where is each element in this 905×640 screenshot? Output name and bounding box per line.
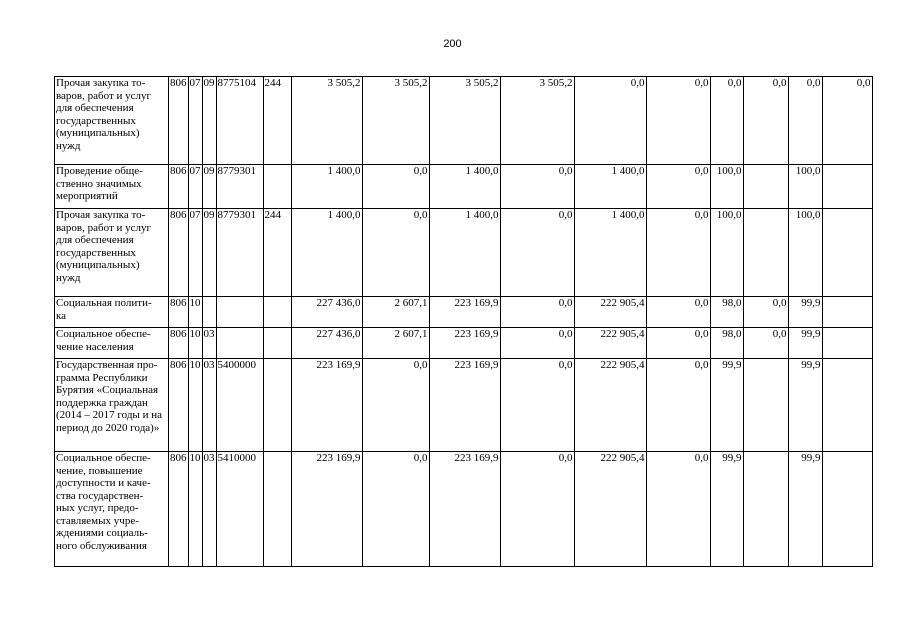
- row-name-line: государственных: [56, 114, 136, 127]
- row-name-line: Прочая закупка то-: [56, 77, 146, 89]
- subsection-code: 09: [202, 209, 216, 297]
- row-name-line: для обеспечения: [56, 102, 134, 114]
- row-name-line: поддержка граждан: [56, 396, 148, 409]
- table-row: [55, 297, 873, 328]
- value-cell: 0,0: [362, 165, 429, 209]
- row-name: [55, 165, 169, 209]
- subsection-code: 09: [202, 165, 216, 209]
- row-name-line: ждениями социаль-: [56, 527, 148, 539]
- value-cell: [743, 165, 788, 209]
- row-name-line: чение, повышение: [56, 464, 143, 477]
- row-name-line: (муниципальных): [56, 127, 140, 139]
- target-code: 8779301: [216, 165, 263, 209]
- row-name-line: Проведение обще-: [56, 165, 143, 177]
- value-cell: 0,0: [574, 77, 646, 165]
- value-cell: 99,9: [788, 452, 822, 567]
- target-code: 5410000: [216, 452, 263, 567]
- value-cell: 3 505,2: [429, 77, 500, 165]
- row-name: [55, 77, 169, 165]
- expense-type-code: [263, 297, 291, 328]
- value-cell: 99,9: [710, 359, 743, 452]
- value-cell: 223 169,9: [429, 359, 500, 452]
- value-cell: 100,0: [710, 209, 743, 297]
- row-name-line: для обеспечения: [56, 234, 134, 246]
- value-cell: 223 169,9: [429, 297, 500, 328]
- value-cell: 0,0: [500, 452, 574, 567]
- value-cell: 0,0: [646, 359, 710, 452]
- value-cell: 3 505,2: [500, 77, 574, 165]
- value-cell: 99,9: [710, 452, 743, 567]
- value-cell: 227 436,0: [291, 297, 362, 328]
- subsection-code: 03: [202, 452, 216, 567]
- row-name: [55, 359, 169, 452]
- section-code: 10: [188, 328, 202, 359]
- value-cell: [822, 452, 872, 567]
- value-cell: 0,0: [646, 328, 710, 359]
- value-cell: 100,0: [788, 165, 822, 209]
- row-name-line: Социальная полити-: [56, 297, 152, 309]
- value-cell: 223 169,9: [429, 328, 500, 359]
- row-name-line: Социальное обеспе-: [56, 452, 151, 464]
- value-cell: 0,0: [362, 452, 429, 567]
- row-name: [55, 452, 169, 567]
- row-name-line: варов, работ и услуг: [56, 89, 152, 102]
- value-cell: 98,0: [710, 328, 743, 359]
- row-name-line: Государственная про-: [56, 359, 158, 371]
- row-name-line: ства государствен-: [56, 489, 144, 502]
- table-row: [55, 77, 873, 165]
- value-cell: 0,0: [646, 209, 710, 297]
- ministry-code: 806: [169, 165, 189, 209]
- ministry-code: 806: [169, 77, 189, 165]
- value-cell: [822, 359, 872, 452]
- value-cell: [822, 165, 872, 209]
- row-name-line: грамма Республики: [56, 371, 148, 384]
- value-cell: 98,0: [710, 297, 743, 328]
- value-cell: [822, 209, 872, 297]
- row-name-line: государственных: [56, 246, 136, 259]
- value-cell: 1 400,0: [574, 165, 646, 209]
- value-cell: 222 905,4: [574, 297, 646, 328]
- row-name-line: ственно значимых: [56, 177, 142, 190]
- value-cell: [743, 452, 788, 567]
- value-cell: 0,0: [500, 165, 574, 209]
- value-cell: 1 400,0: [291, 165, 362, 209]
- ministry-code: 806: [169, 209, 189, 297]
- value-cell: 100,0: [788, 209, 822, 297]
- subsection-code: 03: [202, 328, 216, 359]
- value-cell: 0,0: [500, 209, 574, 297]
- value-cell: 99,9: [788, 297, 822, 328]
- value-cell: 3 505,2: [291, 77, 362, 165]
- expense-type-code: 244: [263, 77, 291, 165]
- value-cell: 2 607,1: [362, 328, 429, 359]
- value-cell: 222 905,4: [574, 328, 646, 359]
- row-name-line: ного обслуживания: [56, 539, 147, 552]
- row-name-line: нужд: [56, 271, 81, 284]
- row-name-line: ка: [56, 309, 67, 322]
- value-cell: 227 436,0: [291, 328, 362, 359]
- value-cell: 0,0: [646, 165, 710, 209]
- row-name-line: мероприятий: [56, 190, 118, 202]
- table-row: [55, 165, 873, 209]
- subsection-code: [202, 297, 216, 328]
- row-name: [55, 297, 169, 328]
- value-cell: 0,0: [646, 77, 710, 165]
- row-name-line: чение населения: [56, 340, 134, 353]
- table-row: [55, 209, 873, 297]
- row-name-line: Социальное обеспе-: [56, 328, 151, 340]
- value-cell: 0,0: [500, 297, 574, 328]
- value-cell: 0,0: [362, 359, 429, 452]
- row-name-line: (2014 – 2017 годы и на: [56, 409, 162, 421]
- value-cell: 100,0: [710, 165, 743, 209]
- value-cell: 2 607,1: [362, 297, 429, 328]
- value-cell: [743, 209, 788, 297]
- value-cell: [822, 297, 872, 328]
- target-code: 8779301: [216, 209, 263, 297]
- row-name: [55, 328, 169, 359]
- ministry-code: 806: [169, 297, 189, 328]
- table-body: [55, 77, 873, 567]
- value-cell: 0,0: [500, 359, 574, 452]
- row-name-line: Бурятия «Социальная: [56, 384, 159, 396]
- table-row: [55, 452, 873, 567]
- value-cell: 0,0: [646, 452, 710, 567]
- value-cell: 0,0: [710, 77, 743, 165]
- value-cell: 1 400,0: [429, 209, 500, 297]
- value-cell: 0,0: [743, 77, 788, 165]
- target-code: [216, 297, 263, 328]
- row-name: [55, 209, 169, 297]
- value-cell: 0,0: [788, 77, 822, 165]
- expense-type-code: 244: [263, 209, 291, 297]
- value-cell: 99,9: [788, 359, 822, 452]
- expense-type-code: [263, 328, 291, 359]
- value-cell: 0,0: [743, 297, 788, 328]
- value-cell: 223 169,9: [291, 359, 362, 452]
- target-code: [216, 328, 263, 359]
- ministry-code: 806: [169, 328, 189, 359]
- section-code: 07: [188, 77, 202, 165]
- subsection-code: 03: [202, 359, 216, 452]
- row-name-line: ных услуг, предо-: [56, 502, 139, 514]
- section-code: 10: [188, 452, 202, 567]
- value-cell: 0,0: [362, 209, 429, 297]
- value-cell: 3 505,2: [362, 77, 429, 165]
- value-cell: 0,0: [743, 328, 788, 359]
- section-code: 10: [188, 297, 202, 328]
- row-name-line: ставляемых учре-: [56, 514, 139, 527]
- value-cell: 222 905,4: [574, 359, 646, 452]
- target-code: 8775104: [216, 77, 263, 165]
- budget-table: [54, 76, 873, 567]
- value-cell: 1 400,0: [574, 209, 646, 297]
- value-cell: 223 169,9: [291, 452, 362, 567]
- row-name-line: период до 2020 года)»: [56, 421, 160, 434]
- table-row: [55, 328, 873, 359]
- value-cell: 223 169,9: [429, 452, 500, 567]
- ministry-code: 806: [169, 452, 189, 567]
- section-code: 07: [188, 165, 202, 209]
- page-number: 200: [443, 38, 462, 50]
- table-row: [55, 359, 873, 452]
- row-name-line: нужд: [56, 139, 81, 152]
- value-cell: 1 400,0: [429, 165, 500, 209]
- ministry-code: 806: [169, 359, 189, 452]
- value-cell: [822, 328, 872, 359]
- value-cell: 222 905,4: [574, 452, 646, 567]
- expense-type-code: [263, 165, 291, 209]
- row-name-line: доступности и каче-: [56, 477, 151, 489]
- row-name-line: Прочая закупка то-: [56, 209, 146, 221]
- section-code: 07: [188, 209, 202, 297]
- value-cell: 99,9: [788, 328, 822, 359]
- value-cell: 1 400,0: [291, 209, 362, 297]
- value-cell: 0,0: [500, 328, 574, 359]
- value-cell: 0,0: [822, 77, 872, 165]
- subsection-code: 09: [202, 77, 216, 165]
- target-code: 5400000: [216, 359, 263, 452]
- value-cell: [743, 359, 788, 452]
- expense-type-code: [263, 452, 291, 567]
- row-name-line: варов, работ и услуг: [56, 221, 152, 234]
- section-code: 10: [188, 359, 202, 452]
- row-name-line: (муниципальных): [56, 259, 140, 271]
- expense-type-code: [263, 359, 291, 452]
- value-cell: 0,0: [646, 297, 710, 328]
